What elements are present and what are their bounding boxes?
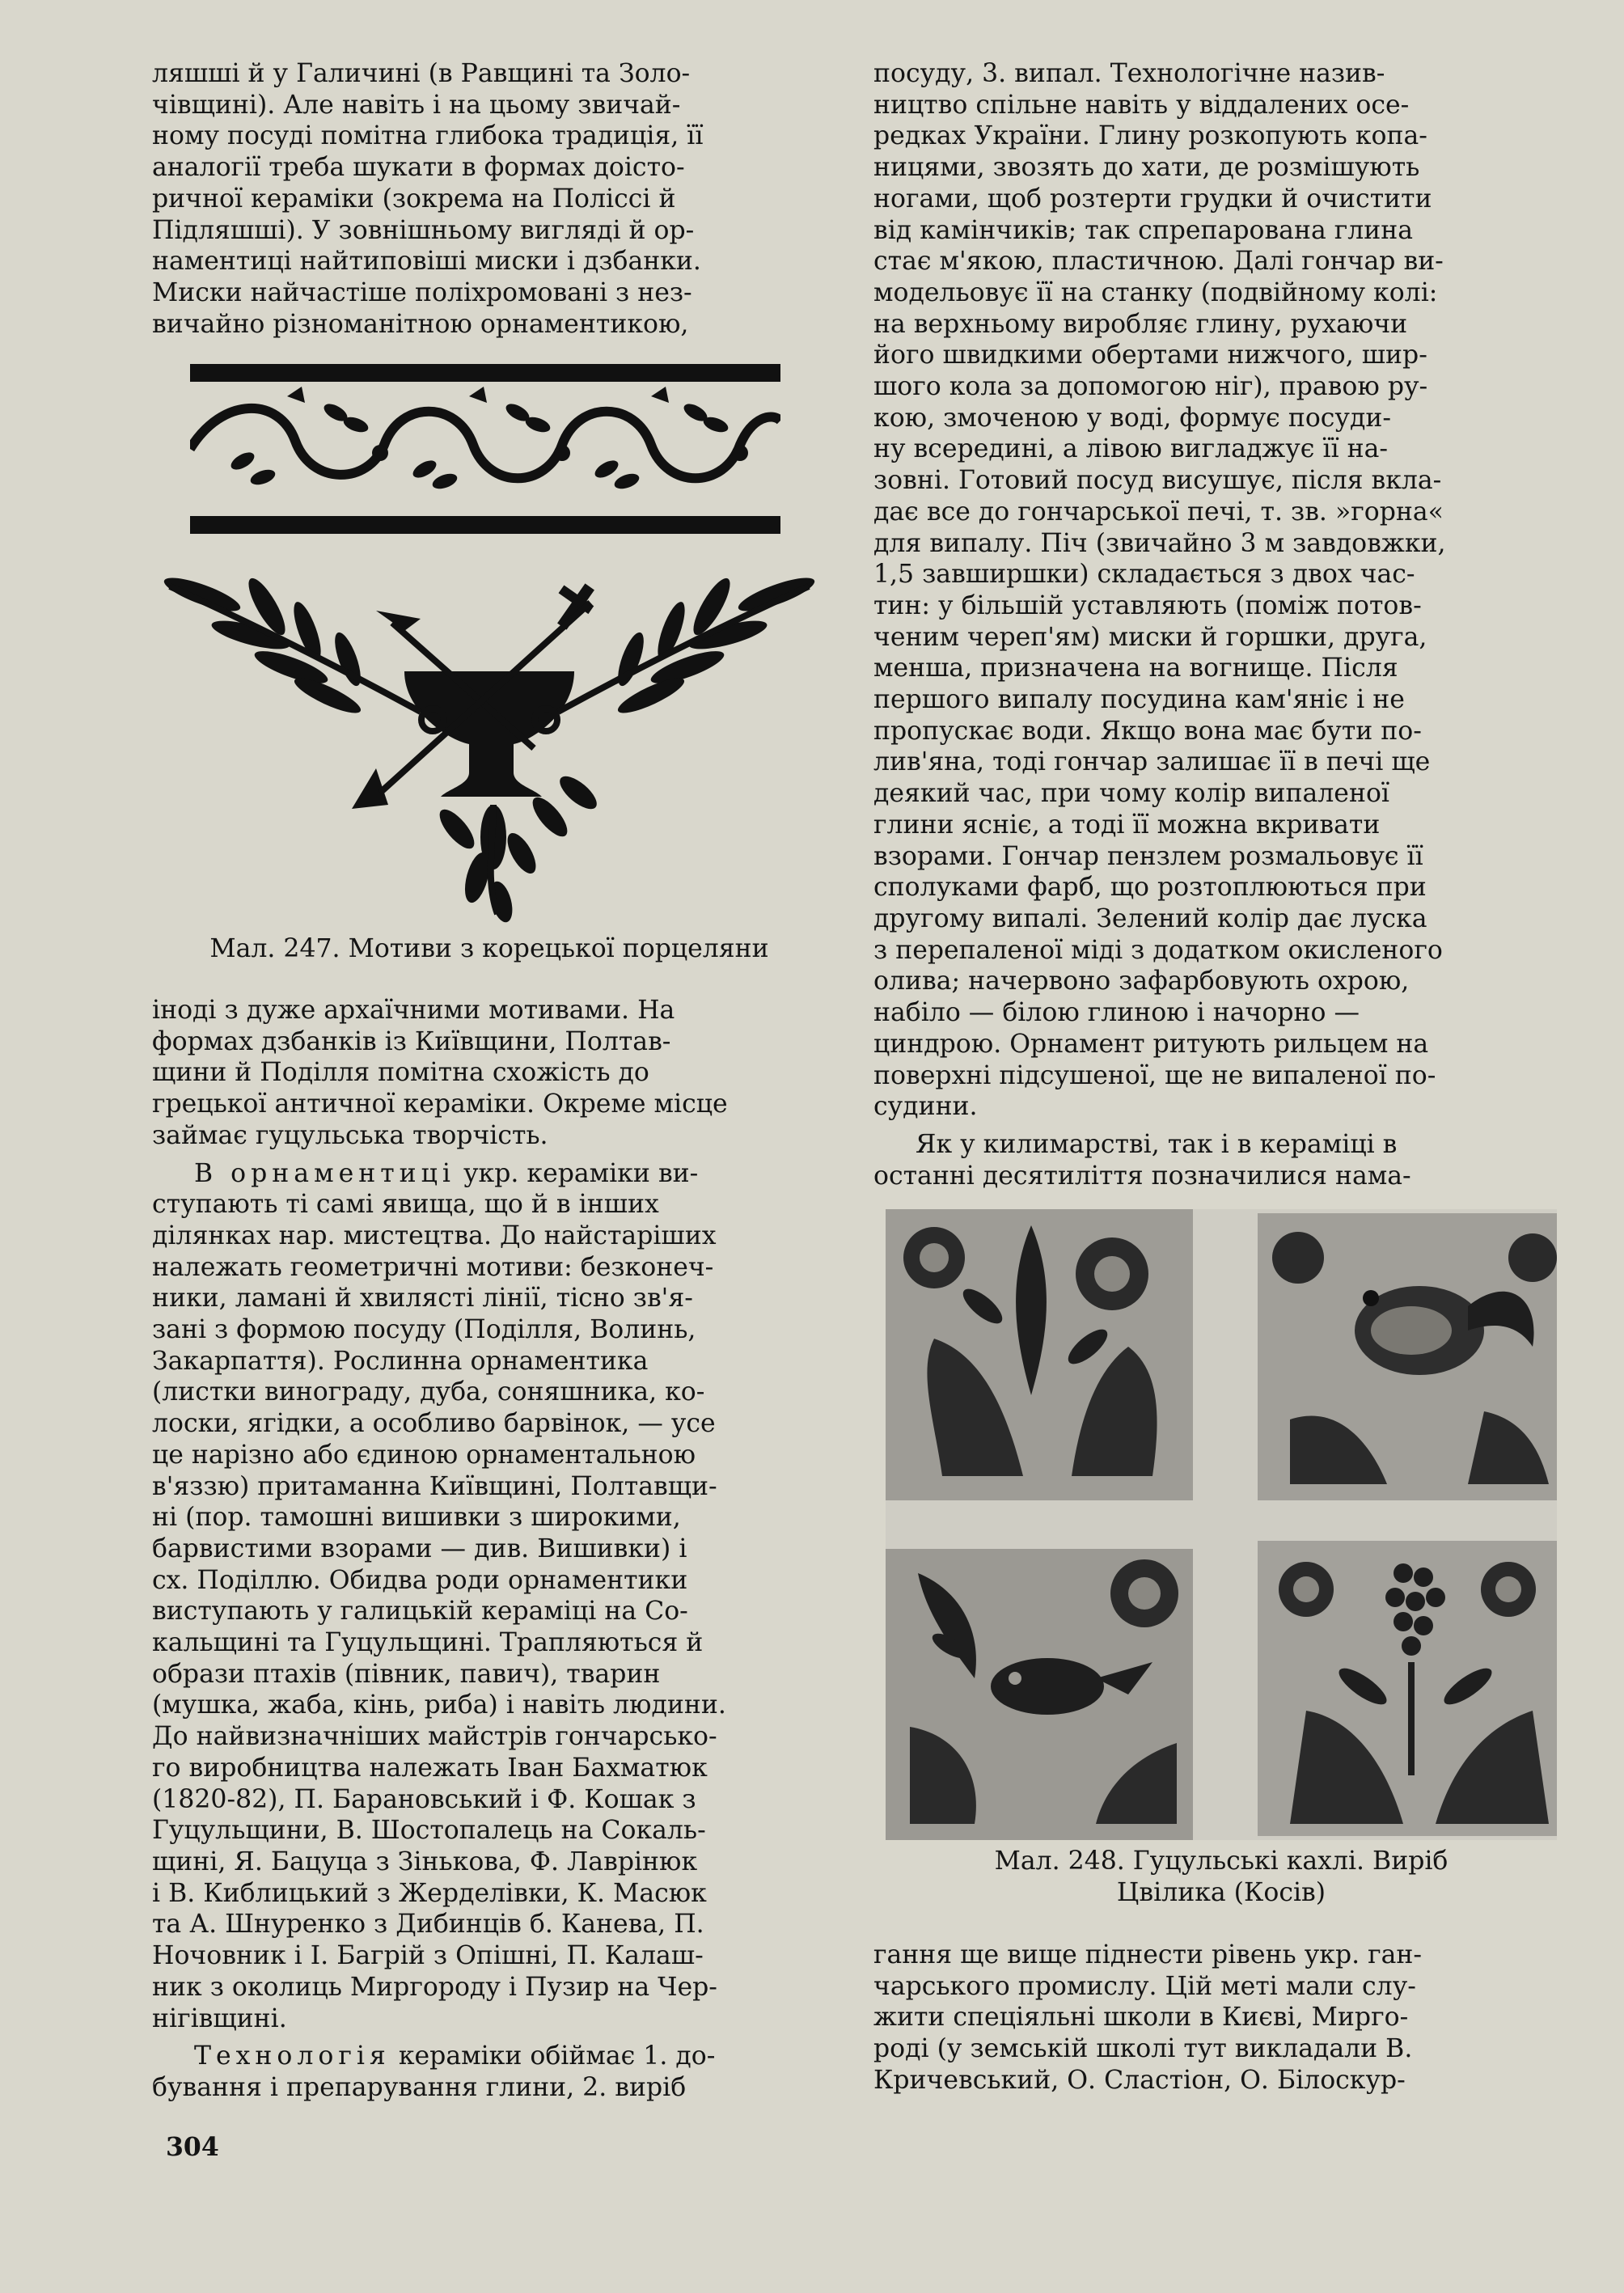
text-line: аналогії треба шукати в формах доісто- — [152, 153, 685, 183]
right-top-paragraph-1 — [873, 58, 1553, 1123]
text-line: (листки винограду, дуба, соняшника, ко- — [152, 1377, 705, 1407]
text-line: чівщині). Але навіть і на цьому звичай- — [152, 90, 681, 120]
text-line: наментиці найтиповіші миски і дзбанки. — [152, 247, 701, 277]
text-line: Підляшші). У зовнішньому вигляді й ор- — [152, 215, 695, 245]
left-top-paragraph — [152, 58, 825, 340]
text-line: лив'яна, тоді гончар залишає її в печі ще — [873, 747, 1431, 777]
text-line: Як у килимарстві, так і в кераміці в — [916, 1129, 1398, 1159]
text-line: ні (пор. тамошні вишивки з широкими, — [152, 1503, 681, 1533]
text-line: деякий час, при чому колір випаленої — [873, 779, 1389, 809]
text-line: сполуками фарб, що розтоплюються при — [873, 873, 1427, 903]
text-line: щини й Поділля помітна схожість до — [152, 1058, 649, 1088]
caption-line: Мал. 248. Гуцульські кахлі. Виріб — [994, 1847, 1448, 1876]
text-line: стає м'якою, пластичною. Далі гончар ви- — [873, 247, 1444, 277]
text-line: ну всередині, а лівою вигладжує її на- — [873, 434, 1389, 464]
text-line: посуду, 3. випал. Технологічне назив- — [873, 59, 1385, 88]
text-line: ництво спільне навіть у віддалених осе- — [873, 90, 1410, 120]
text-line: чарського промислу. Цій меті мали слу- — [873, 1971, 1416, 2001]
text-line: останні десятиліття позначилися нама- — [873, 1161, 1411, 1191]
left-bottom-paragraph-2 — [152, 1158, 825, 2035]
text-line: набіло — білою глиною і начорно — — [873, 998, 1360, 1028]
text-line: Миски найчастіше поліхромовані з нез- — [152, 277, 692, 307]
right-column-top-text — [873, 58, 1553, 1191]
text-line: го виробництва належать Іван Бахматюк — [152, 1753, 708, 1783]
text-line: ному посуді помітна глибока традиція, її — [152, 121, 704, 151]
text-line: ники, ламані й хвилясті лінії, тісно зв'я- — [152, 1284, 693, 1314]
text-line: Закарпаття). Рослинна орнаментика — [152, 1346, 649, 1376]
text-line: ногами, щоб розтерти грудки й очистити — [873, 184, 1432, 214]
text-line: це нарізно або єдиною орнаментальною — [152, 1440, 696, 1470]
tile-top-right — [1258, 1213, 1557, 1500]
text-line: формах дзбанків із Київщини, Полтав- — [152, 1026, 671, 1056]
text-line: бування і препарування глини, 2. виріб — [152, 2072, 687, 2102]
page-number: 304 — [166, 2132, 219, 2162]
left-column-bottom-text — [152, 995, 825, 2104]
hutsul-tiles-photo — [886, 1209, 1557, 1840]
text-line: шого кола за допомогою ніг), правою ру- — [873, 372, 1428, 402]
scroll-ornament-border — [190, 364, 780, 534]
text-line: глини ясніє, а тоді її можна вкривати — [873, 810, 1381, 840]
tile-top-left — [886, 1209, 1193, 1500]
text-line: дає все до гончарської печі, т. зв. »горна« — [873, 497, 1444, 527]
text-line: ступають ті самі явища, що й в інших — [152, 1190, 659, 1220]
text-line: від камінчиків; так спрепарована глина — [873, 215, 1414, 245]
text-line: іноді з дуже архаїчними мотивами. На — [152, 996, 675, 1025]
text-line: в'яззю) притаманна Київщині, Полтавщи- — [152, 1471, 717, 1501]
left-bottom-paragraph-1 — [152, 995, 825, 1152]
tile-bottom-left — [886, 1549, 1193, 1840]
text-line: виступають у галицькій кераміці на Со- — [152, 1597, 688, 1627]
text-line: нігівщині. — [152, 2003, 287, 2033]
text-line: вичайно різноманітною орнаментикою, — [152, 309, 689, 339]
ornament-lead-term: В орнаментиці — [194, 1158, 455, 1188]
text-line: сх. Поділлю. Обидва роди орнаментики — [152, 1565, 688, 1595]
text-line: менша, призначена на вогнище. Після — [873, 654, 1398, 683]
text-line: першого випалу посудина кам'яніє і не — [873, 685, 1405, 715]
text-line: редках України. Глину розкопують копа- — [873, 121, 1427, 151]
text-line: 1,5 завширшки) складається з двох час- — [873, 560, 1415, 590]
text-line: належать геометричні мотиви: безконеч- — [152, 1252, 714, 1282]
text-line: другому випалі. Зелений колір дає луска — [873, 903, 1427, 933]
text-line: його швидкими обертами нижчого, шир- — [873, 341, 1427, 370]
left-column-top-text — [152, 58, 825, 340]
caption-line: Цвілика (Косів) — [1116, 1878, 1326, 1907]
text-line: ричної кераміки (зокрема на Поліссі й — [152, 184, 676, 214]
text-line: модельовує її на станку (подвійному колі: — [873, 277, 1438, 307]
text-line: судини. — [873, 1092, 978, 1122]
text-line: на верхньому виробляє глину, рухаючи — [873, 309, 1408, 339]
text-line: пропускає води. Якщо вона має бути по- — [873, 716, 1422, 746]
text-line: лоски, ягідки, а особливо барвінок, — усе — [152, 1409, 716, 1439]
right-column-bottom-text — [873, 1940, 1553, 2096]
right-top-paragraph-2 — [873, 1129, 1553, 1191]
text-line: взорами. Гончар пензлем розмальовує її — [873, 841, 1423, 871]
text-line: кою, змоченою у воді, формує посуди- — [873, 403, 1391, 433]
text-line: Кричевський, О. Сластіон, О. Білоскур- — [873, 2065, 1406, 2095]
text-line: тин: у більшій уставляють (поміж потов- — [873, 590, 1422, 620]
text-line: зовні. Готовий посуд висушує, після вкла- — [873, 466, 1442, 496]
text-line: грецької античної кераміки. Окреме місце — [152, 1089, 728, 1119]
text-line: ницями, звозять до хати, де розмішують — [873, 153, 1420, 183]
text-line: поверхні підсушеної, ще не випаленої по- — [873, 1060, 1436, 1090]
text-line: ділянках нар. мистецтва. До найстаріших — [152, 1221, 717, 1250]
text-line: (мушка, жаба, кінь, риба) і навіть людини. — [152, 1690, 726, 1720]
left-bottom-paragraph-3 — [152, 2041, 825, 2103]
text-line: і В. Киблицький з Жерделівки, К. Масюк — [152, 1878, 707, 1908]
tile-bottom-right — [1258, 1541, 1557, 1836]
text-line: ляшші й у Галичині (в Равщині та Золо- — [152, 59, 691, 88]
text-line: гання ще вище піднести рівень укр. ган- — [873, 1940, 1423, 1969]
text-line: образи птахів (півник, павич), тварин — [152, 1659, 661, 1689]
text-line: (1820-82), П. Барановський і Ф. Кошак з — [152, 1784, 696, 1814]
figure-248-caption — [890, 1846, 1553, 1909]
right-bottom-paragraph — [873, 1940, 1553, 2096]
text-line: кальщині та Гуцульщині. Трапляються й — [152, 1628, 704, 1658]
text-line: ченим череп'ям) миски й горшки, друга, — [873, 622, 1427, 652]
technology-lead-term: Технологія — [194, 2041, 391, 2071]
text-line: та А. Шнуренко з Дибинців б. Канева, П. — [152, 1910, 704, 1940]
text-line: жити спеціяльні школи в Києві, Мирго- — [873, 2003, 1409, 2033]
text-line: для випалу. Піч (звичайно 3 м завдовжки, — [873, 528, 1446, 558]
text-line: олива; начервоно зафарбовують охрою, — [873, 967, 1410, 996]
text-line: барвистими взорами — див. Вишивки) і — [152, 1534, 687, 1563]
text-line: укр. кераміки ви- — [455, 1158, 699, 1188]
chalice-emblem-ornament — [154, 574, 825, 930]
text-line: До найвизначніших майстрів гончарсько- — [152, 1722, 717, 1752]
text-line: Гуцульщини, В. Шостопалець на Сокаль- — [152, 1816, 706, 1846]
text-line: циндрою. Орнамент ритують рильцем на — [873, 1029, 1429, 1059]
figure-247-caption: Мал. 247. Мотиви з корецької порцеляни — [209, 934, 769, 963]
text-line: з перепаленої міді з додатком окисленого — [873, 935, 1443, 965]
text-line: займає гуцульська творчість. — [152, 1120, 548, 1150]
text-line: роді (у земській школі тут викладали В. — [873, 2034, 1413, 2064]
text-line: зані з формою посуду (Поділля, Волинь, — [152, 1315, 696, 1345]
text-line: щині, Я. Бацуца з Зінькова, Ф. Лаврінюк — [152, 1847, 698, 1876]
text-line: ник з околиць Миргороду і Пузир на Чер- — [152, 1972, 717, 2002]
text-line: кераміки обіймає 1. до- — [390, 2041, 716, 2071]
text-line: Ночовник і І. Багрій з Опішні, П. Калаш- — [152, 1941, 704, 1971]
